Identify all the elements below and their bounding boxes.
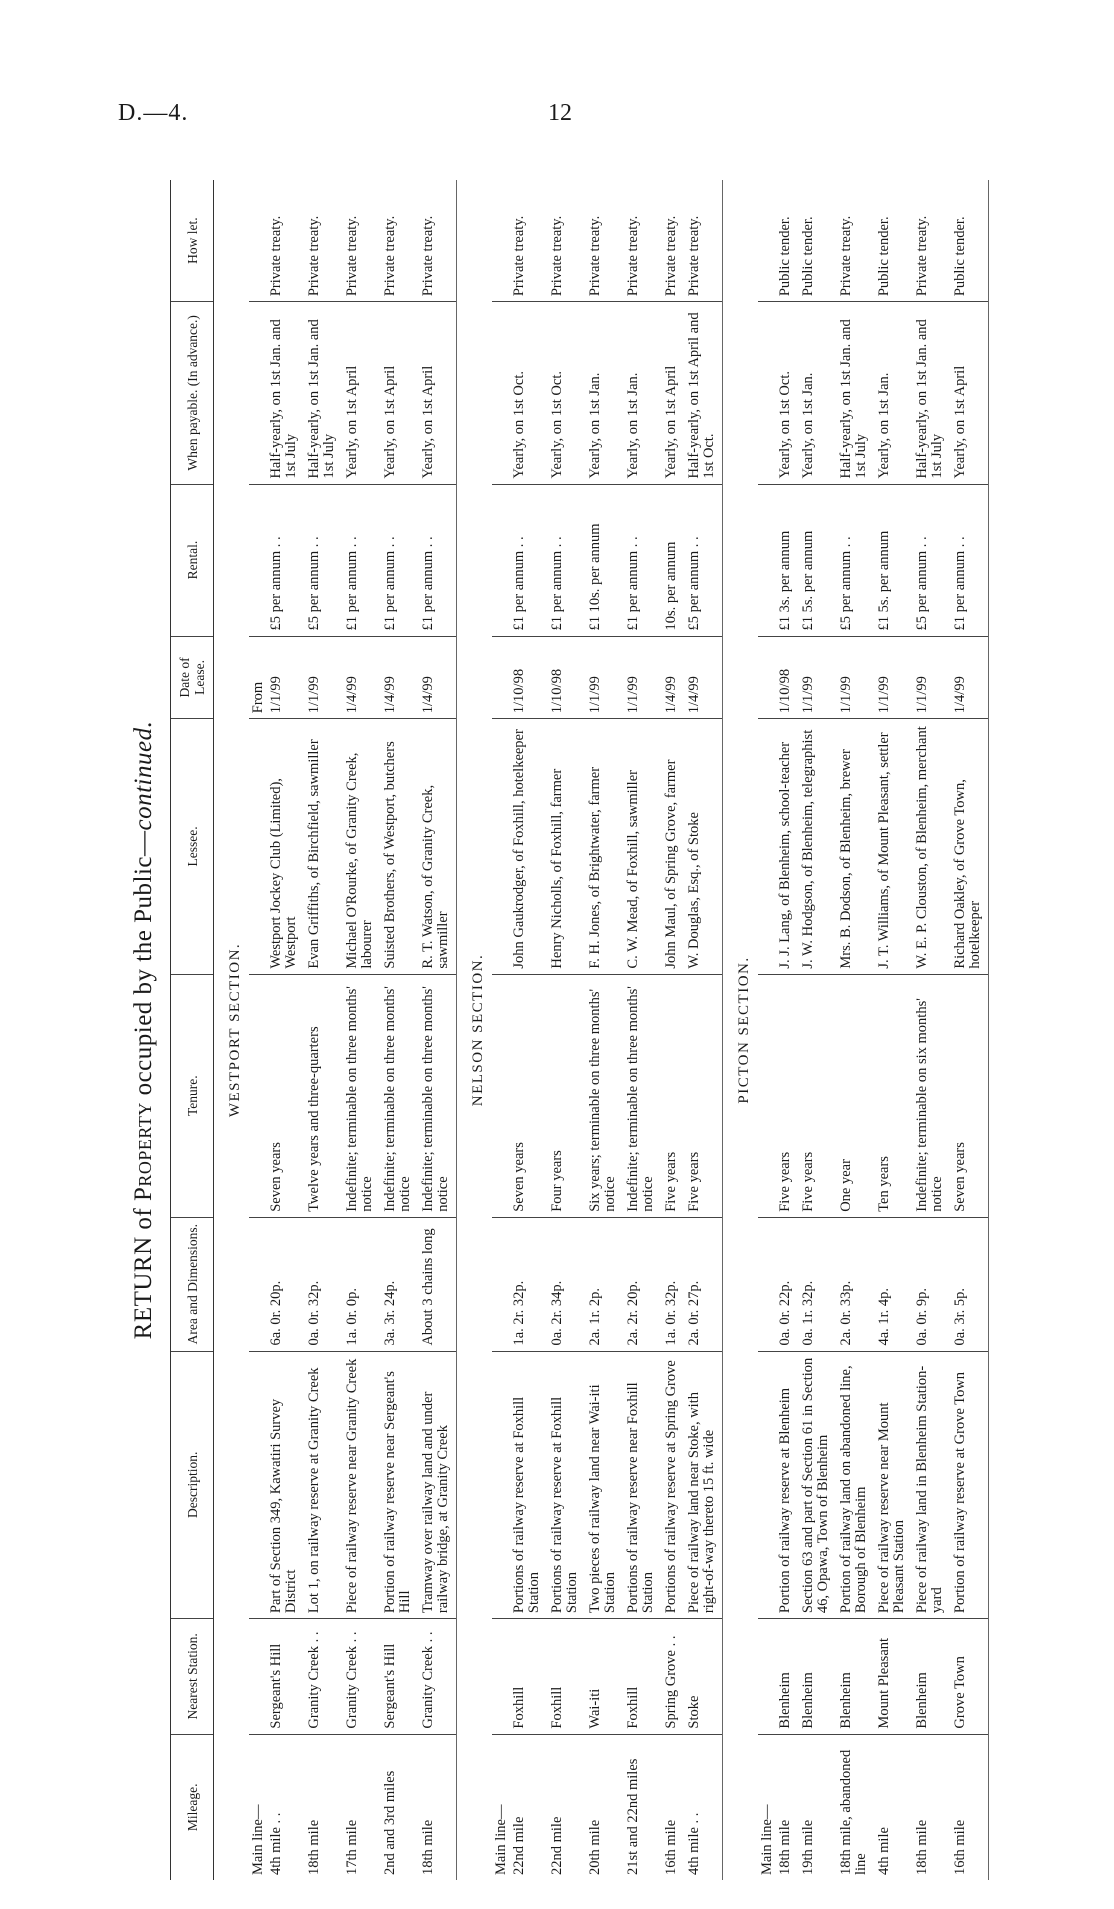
section-heading: PICTON SECTION. bbox=[736, 956, 752, 1104]
cell-date: 1/1/99 bbox=[266, 636, 304, 719]
section-heading-row bbox=[457, 180, 493, 1880]
empty-cell bbox=[758, 180, 775, 302]
cell-date: 1/4/99 bbox=[661, 636, 684, 719]
cell-area: 6a. 0r. 20p. bbox=[266, 1217, 304, 1351]
table-row bbox=[912, 180, 950, 1880]
cell-station: Blenheim bbox=[775, 1619, 798, 1735]
cell-description: Piece of railway land near Stoke, with right-of-way thereto 15 ft. wide bbox=[684, 1351, 723, 1619]
cell-lessee: J. J. Lang, of Blenheim, school-teacher bbox=[775, 719, 798, 974]
col-header: When payable. (In advance.) bbox=[171, 302, 214, 484]
cell-tenure: Four years bbox=[547, 974, 585, 1217]
cell-description: Portion of railway reserve near Sergeant's Hill bbox=[380, 1351, 418, 1619]
rotated-table-sheet bbox=[130, 180, 990, 1880]
table-row bbox=[509, 180, 547, 1880]
cell-date: 1/4/99 bbox=[684, 636, 723, 719]
line-label: Main line— bbox=[250, 1804, 266, 1875]
cell-when: Half-yearly, on 1st Jan. and 1st July bbox=[912, 302, 950, 484]
cell-description: Piece of railway reserve near Mount Pleasant Station bbox=[874, 1351, 912, 1619]
cell-tenure: Six years; terminable on three months' notice bbox=[585, 974, 623, 1217]
cell-rental: £1 per annum . . bbox=[418, 484, 457, 636]
cell-area: 4a. 1r. 4p. bbox=[874, 1217, 912, 1351]
cell-station: Blenheim bbox=[912, 1619, 950, 1735]
cell-rental: £1 5s. per annum bbox=[798, 484, 836, 636]
empty-cell bbox=[249, 302, 266, 484]
cell-lessee: Suisted Brothers, of Westport, butchers bbox=[380, 719, 418, 974]
cell-station: Foxhill bbox=[623, 1619, 661, 1735]
cell-lessee: J. W. Hodgson, of Blenheim, telegraphist bbox=[798, 719, 836, 974]
cell-tenure: Seven years bbox=[509, 974, 547, 1217]
table-row bbox=[585, 180, 623, 1880]
cell-tenure: Five years bbox=[661, 974, 684, 1217]
cell-description: Tramway over railway land and under railway bridge, at Granity Creek bbox=[418, 1351, 457, 1619]
cell-area: About 3 chains long bbox=[418, 1217, 457, 1351]
cell-description: Portions of railway reserve at Foxhill Station bbox=[509, 1351, 547, 1619]
cell-date: 1/1/99 bbox=[585, 636, 623, 719]
cell-date: 1/1/99 bbox=[304, 636, 342, 719]
cell-tenure: Indefinite; terminable on three months' notice bbox=[380, 974, 418, 1217]
empty-cell bbox=[492, 1351, 509, 1619]
cell-how: Private treaty. bbox=[912, 180, 950, 302]
cell-station: Sergeant's Hill bbox=[380, 1619, 418, 1735]
cell-date: 1/10/98 bbox=[547, 636, 585, 719]
empty-cell bbox=[758, 1619, 775, 1735]
cell-station: Blenheim bbox=[836, 1619, 874, 1735]
cell-how: Private treaty. bbox=[342, 180, 380, 302]
table-row bbox=[342, 180, 380, 1880]
cell-how: Public tender. bbox=[950, 180, 989, 302]
date-prefix: From bbox=[249, 636, 266, 719]
cell-area: 0a. 1r. 32p. bbox=[798, 1217, 836, 1351]
cell-lessee: F. H. Jones, of Brightwater, farmer bbox=[585, 719, 623, 974]
cell-station: Granity Creek . . bbox=[304, 1619, 342, 1735]
cell-description: Section 63 and part of Section 61 in Section 46, Opawa, Town of Blenheim bbox=[798, 1351, 836, 1619]
empty-cell bbox=[758, 1217, 775, 1351]
col-header: Tenure. bbox=[171, 974, 214, 1217]
cell-how: Private treaty. bbox=[836, 180, 874, 302]
table-body bbox=[214, 180, 989, 1880]
cell-lessee: Michael O'Rourke, of Granity Creek, labourer bbox=[342, 719, 380, 974]
empty-cell bbox=[492, 302, 509, 484]
section-heading: NELSON SECTION. bbox=[470, 953, 486, 1107]
table-row bbox=[623, 180, 661, 1880]
cell-description: Piece of railway reserve near Granity Creek bbox=[342, 1351, 380, 1619]
table-row bbox=[266, 180, 304, 1880]
empty-cell bbox=[249, 1351, 266, 1619]
cell-rental: £5 per annum . . bbox=[266, 484, 304, 636]
cell-rental: £1 per annum . . bbox=[380, 484, 418, 636]
cell-rental: £1 per annum . . bbox=[547, 484, 585, 636]
cell-rental: £1 per annum . . bbox=[342, 484, 380, 636]
cell-mileage: 22nd mile bbox=[511, 1816, 527, 1875]
cell-rental: £5 per annum . . bbox=[684, 484, 723, 636]
cell-when: Yearly, on 1st April bbox=[661, 302, 684, 484]
cell-station: Foxhill bbox=[547, 1619, 585, 1735]
cell-how: Private treaty. bbox=[380, 180, 418, 302]
section-heading: WESTPORT SECTION. bbox=[227, 942, 243, 1118]
table-title bbox=[130, 180, 158, 1880]
cell-description: Portions of railway reserve at Foxhill Station bbox=[547, 1351, 585, 1619]
cell-when: Half-yearly, on 1st Jan. and 1st July bbox=[836, 302, 874, 484]
cell-mileage: 20th mile bbox=[587, 1819, 603, 1875]
cell-area: 0a. 0r. 32p. bbox=[304, 1217, 342, 1351]
title-prefix: RETURN of bbox=[130, 1201, 157, 1340]
cell-area: 1a. 2r. 32p. bbox=[509, 1217, 547, 1351]
cell-when: Yearly, on 1st April bbox=[950, 302, 989, 484]
page-number: 12 bbox=[548, 100, 572, 126]
empty-cell bbox=[249, 974, 266, 1217]
cell-date: 1/1/99 bbox=[623, 636, 661, 719]
cell-how: Private treaty. bbox=[266, 180, 304, 302]
cell-date: 1/1/99 bbox=[874, 636, 912, 719]
cell-mileage: 18th mile bbox=[306, 1819, 322, 1875]
cell-area: 1a. 0r. 32p. bbox=[661, 1217, 684, 1351]
cell-description: Piece of railway land in Blenheim Station-yard bbox=[912, 1351, 950, 1619]
title-smallcaps: Property bbox=[130, 1102, 157, 1202]
cell-tenure: Indefinite; terminable on three months' notice bbox=[342, 974, 380, 1217]
cell-rental: £5 per annum . . bbox=[836, 484, 874, 636]
empty-cell bbox=[492, 180, 509, 302]
cell-mileage: 16th mile bbox=[663, 1819, 679, 1875]
empty-cell bbox=[249, 180, 266, 302]
cell-area: 2a. 1r. 2p. bbox=[585, 1217, 623, 1351]
cell-date: 1/4/99 bbox=[380, 636, 418, 719]
cell-when: Yearly, on 1st April bbox=[418, 302, 457, 484]
table-row bbox=[836, 180, 874, 1880]
cell-when: Yearly, on 1st Jan. bbox=[585, 302, 623, 484]
cell-how: Private treaty. bbox=[418, 180, 457, 302]
empty-cell bbox=[758, 484, 775, 636]
cell-date: 1/1/99 bbox=[912, 636, 950, 719]
cell-rental: £1 per annum . . bbox=[623, 484, 661, 636]
cell-lessee: W. Douglas, Esq., of Stoke bbox=[684, 719, 723, 974]
cell-rental: £1 5s. per annum bbox=[874, 484, 912, 636]
line-label: Main line— bbox=[759, 1804, 775, 1875]
cell-mileage: 18th mile bbox=[777, 1819, 793, 1875]
cell-date: 1/4/99 bbox=[950, 636, 989, 719]
cell-rental: 10s. per annum bbox=[661, 484, 684, 636]
cell-station: Grove Town bbox=[950, 1619, 989, 1735]
empty-cell bbox=[758, 636, 775, 719]
cell-how: Private treaty. bbox=[304, 180, 342, 302]
cell-how: Private treaty. bbox=[509, 180, 547, 302]
col-header: How let. bbox=[171, 180, 214, 302]
cell-when: Yearly, on 1st Oct. bbox=[509, 302, 547, 484]
table-row bbox=[304, 180, 342, 1880]
cell-date: 1/10/98 bbox=[775, 636, 798, 719]
cell-lessee: R. T. Watson, of Granity Creek, sawmiller bbox=[418, 719, 457, 974]
cell-station: Mount Pleasant bbox=[874, 1619, 912, 1735]
cell-station: Granity Creek . . bbox=[418, 1619, 457, 1735]
table-row bbox=[661, 180, 684, 1880]
cell-lessee: Westport Jockey Club (Limited), Westport bbox=[266, 719, 304, 974]
col-header: Rental. bbox=[171, 484, 214, 636]
cell-description: Portions of railway reserve at Spring Grove bbox=[661, 1351, 684, 1619]
cell-rental: £1 per annum . . bbox=[950, 484, 989, 636]
cell-rental: £1 per annum . . bbox=[509, 484, 547, 636]
cell-tenure: Twelve years and three-quarters bbox=[304, 974, 342, 1217]
cell-tenure: Five years bbox=[798, 974, 836, 1217]
cell-area: 3a. 3r. 24p. bbox=[380, 1217, 418, 1351]
empty-cell bbox=[249, 719, 266, 974]
cell-how: Public tender. bbox=[798, 180, 836, 302]
cell-mileage: 19th mile bbox=[800, 1819, 816, 1875]
col-header: Nearest Station. bbox=[171, 1619, 214, 1735]
cell-description: Portion of railway land on abandoned line, Borough of Blenheim bbox=[836, 1351, 874, 1619]
cell-tenure: Ten years bbox=[874, 974, 912, 1217]
cell-description: Two pieces of railway land near Wai-iti Station bbox=[585, 1351, 623, 1619]
table-row bbox=[418, 180, 457, 1880]
line-label: Main line— bbox=[493, 1804, 509, 1875]
section-heading-row bbox=[214, 180, 250, 1880]
cell-area: 0a. 0r. 9p. bbox=[912, 1217, 950, 1351]
empty-cell bbox=[758, 302, 775, 484]
cell-mileage: 21st and 22nd miles bbox=[625, 1758, 641, 1875]
cell-lessee: Richard Oakley, of Grove Town, hotelkeeper bbox=[950, 719, 989, 974]
page-reference: D.—4. bbox=[118, 100, 189, 126]
cell-lessee: John Maul, of Spring Grove, farmer bbox=[661, 719, 684, 974]
cell-mileage: 2nd and 3rd miles bbox=[382, 1770, 398, 1875]
cell-station: Blenheim bbox=[798, 1619, 836, 1735]
cell-when: Yearly, on 1st Oct. bbox=[775, 302, 798, 484]
cell-mileage: 4th mile bbox=[876, 1827, 892, 1875]
cell-date: 1/1/99 bbox=[836, 636, 874, 719]
cell-tenure: Indefinite; terminable on three months' notice bbox=[418, 974, 457, 1217]
cell-mileage: 16th mile bbox=[950, 1734, 989, 1880]
col-header: Area and Dimensions. bbox=[171, 1217, 214, 1351]
cell-description: Portions of railway reserve near Foxhill Station bbox=[623, 1351, 661, 1619]
section-heading-row bbox=[723, 180, 759, 1880]
header-row bbox=[171, 180, 214, 1880]
cell-rental: £1 3s. per annum bbox=[775, 484, 798, 636]
cell-area: 0a. 0r. 22p. bbox=[775, 1217, 798, 1351]
cell-rental: £5 per annum . . bbox=[912, 484, 950, 636]
cell-when: Yearly, on 1st April bbox=[380, 302, 418, 484]
cell-tenure: Indefinite; terminable on six months' notice bbox=[912, 974, 950, 1217]
title-suffix: continued. bbox=[130, 720, 157, 831]
cell-date: 1/1/99 bbox=[798, 636, 836, 719]
cell-date: 1/4/99 bbox=[418, 636, 457, 719]
cell-description: Lot 1, on railway reserve at Granity Creek bbox=[304, 1351, 342, 1619]
cell-tenure: One year bbox=[836, 974, 874, 1217]
cell-mileage: 4th mile . . bbox=[268, 1812, 284, 1875]
cell-tenure: Seven years bbox=[950, 974, 989, 1217]
empty-cell bbox=[492, 974, 509, 1217]
cell-station: Stoke bbox=[684, 1619, 723, 1735]
cell-when: Yearly, on 1st Jan. bbox=[623, 302, 661, 484]
cell-lessee: Mrs. B. Dodson, of Blenheim, brewer bbox=[836, 719, 874, 974]
col-header: Mileage. bbox=[171, 1734, 214, 1880]
empty-cell bbox=[492, 636, 509, 719]
table-row bbox=[950, 180, 989, 1880]
table-row bbox=[874, 180, 912, 1880]
cell-tenure: Five years bbox=[775, 974, 798, 1217]
cell-lessee: Evan Griffiths, of Birchfield, sawmiller bbox=[304, 719, 342, 974]
cell-mileage: 18th mile bbox=[914, 1819, 930, 1875]
property-return-table bbox=[170, 180, 989, 1880]
cell-tenure: Indefinite; terminable on three months' notice bbox=[623, 974, 661, 1217]
cell-when: Half-yearly, on 1st Jan. and 1st July bbox=[266, 302, 304, 484]
cell-lessee: J. T. Williams, of Mount Pleasant, settler bbox=[874, 719, 912, 974]
empty-cell bbox=[249, 1619, 266, 1735]
cell-area: 0a. 3r. 5p. bbox=[950, 1217, 989, 1351]
cell-how: Private treaty. bbox=[547, 180, 585, 302]
cell-how: Public tender. bbox=[874, 180, 912, 302]
cell-how: Private treaty. bbox=[661, 180, 684, 302]
cell-when: Yearly, on 1st Jan. bbox=[874, 302, 912, 484]
col-header: Lessee. bbox=[171, 719, 214, 974]
cell-station: Spring Grove . . bbox=[661, 1619, 684, 1735]
cell-date: 1/10/98 bbox=[509, 636, 547, 719]
cell-mileage: 4th mile . . bbox=[684, 1734, 723, 1880]
cell-how: Private treaty. bbox=[623, 180, 661, 302]
col-header: Description. bbox=[171, 1351, 214, 1619]
cell-when: Half-yearly, on 1st April and 1st Oct. bbox=[684, 302, 723, 484]
cell-station: Foxhill bbox=[509, 1619, 547, 1735]
table-row bbox=[380, 180, 418, 1880]
cell-date: 1/4/99 bbox=[342, 636, 380, 719]
cell-station: Sergeant's Hill bbox=[266, 1619, 304, 1735]
cell-lessee: W. E. P. Clouston, of Blenheim, merchant bbox=[912, 719, 950, 974]
cell-area: 0a. 2r. 34p. bbox=[547, 1217, 585, 1351]
cell-how: Private treaty. bbox=[684, 180, 723, 302]
cell-area: 2a. 0r. 33p. bbox=[836, 1217, 874, 1351]
empty-cell bbox=[249, 484, 266, 636]
empty-cell bbox=[492, 719, 509, 974]
line-label-row bbox=[492, 180, 509, 1880]
cell-how: Private treaty. bbox=[585, 180, 623, 302]
cell-when: Yearly, on 1st Oct. bbox=[547, 302, 585, 484]
cell-area: 1a. 0r. 0p. bbox=[342, 1217, 380, 1351]
cell-when: Yearly, on 1st April bbox=[342, 302, 380, 484]
cell-description: Part of Section 349, Kawatiri Survey District bbox=[266, 1351, 304, 1619]
cell-when: Yearly, on 1st Jan. bbox=[798, 302, 836, 484]
cell-station: Wai-iti bbox=[585, 1619, 623, 1735]
cell-area: 2a. 0r. 27p. bbox=[684, 1217, 723, 1351]
title-middle: occupied by the Public— bbox=[130, 830, 157, 1103]
cell-rental: £1 10s. per annum bbox=[585, 484, 623, 636]
table-row bbox=[798, 180, 836, 1880]
col-header: Date of Lease. bbox=[171, 636, 214, 719]
cell-mileage: 17th mile bbox=[344, 1819, 360, 1875]
empty-cell bbox=[492, 1619, 509, 1735]
line-label-row bbox=[249, 180, 266, 1880]
cell-when: Half-yearly, on 1st Jan. and 1st July bbox=[304, 302, 342, 484]
table-row bbox=[775, 180, 798, 1880]
table-row bbox=[547, 180, 585, 1880]
cell-lessee: C. W. Mead, of Foxhill, sawmiller bbox=[623, 719, 661, 974]
cell-station: Granity Creek . . bbox=[342, 1619, 380, 1735]
table-row bbox=[684, 180, 723, 1880]
empty-cell bbox=[758, 719, 775, 974]
empty-cell bbox=[492, 1217, 509, 1351]
cell-tenure: Seven years bbox=[266, 974, 304, 1217]
cell-area: 2a. 2r. 20p. bbox=[623, 1217, 661, 1351]
cell-tenure: Five years bbox=[684, 974, 723, 1217]
cell-description: Portion of railway reserve at Blenheim bbox=[775, 1351, 798, 1619]
cell-rental: £5 per annum . . bbox=[304, 484, 342, 636]
empty-cell bbox=[492, 484, 509, 636]
cell-mileage: 18th mile bbox=[418, 1734, 457, 1880]
empty-cell bbox=[758, 1351, 775, 1619]
line-label-row bbox=[758, 180, 775, 1880]
cell-mileage: 22nd mile bbox=[549, 1816, 565, 1875]
cell-lessee: John Gaukrodger, of Foxhill, hotelkeeper bbox=[509, 719, 547, 974]
cell-lessee: Henry Nicholls, of Foxhill, farmer bbox=[547, 719, 585, 974]
empty-cell bbox=[758, 974, 775, 1217]
cell-mileage: 18th mile, abandoned line bbox=[838, 1749, 869, 1875]
cell-how: Public tender. bbox=[775, 180, 798, 302]
empty-cell bbox=[249, 1217, 266, 1351]
cell-description: Portion of railway reserve at Grove Town bbox=[950, 1351, 989, 1619]
